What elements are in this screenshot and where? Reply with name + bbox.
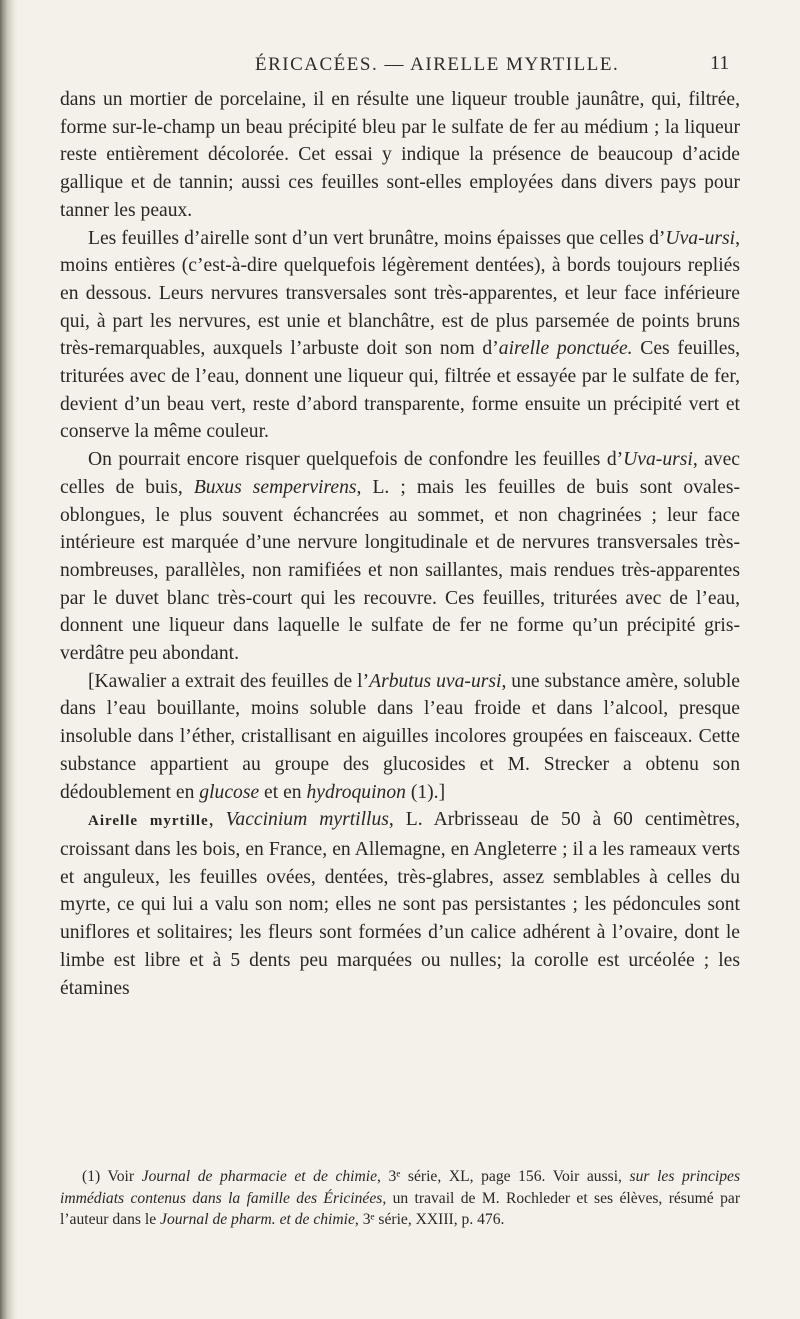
page-number: 11 [710,52,730,74]
footnote: (1) Voir Journal de pharmacie et de chimie, 3ᵉ série, XL, page 156. Voir aussi, sur les principes immédiats contenus dans la famille des Éricinées, un travail de M. Rochleder et ses élèves, résumé par l’auteur dans le Journal de pharm. et de chimie, 3ᵉ série, XXIII, p. 476. [60,1168,741,1228]
paragraph-tannin-test: dans un mortier de porcelaine, il en résulte une liqueur trouble jaunâtre, qui, filtrée, forme sur-le-champ un beau précipité bleu par le sulfate de fer au médium ; la liqueur reste entièrement décolorée. Cet essai y indique la présence de beaucoup d’acide gallique et de tannin; aussi ces feuilles sont-elles employées dans divers pays pour tanner les peaux. [60,89,740,221]
book-binding-shadow [0,0,18,1319]
paragraph-airelle-myrtille: Airelle myrtille, Vaccinium myrtillus, L. Arbrisseau de 50 à 60 centimètres, croissant dans les bois, en France, en Allemagne, en Angleterre ; il a les rameaux verts et anguleux, les feuilles ovées, dentées, très-glabres, assez semblables à celles du myrte, ce qui lui a valu son nom; elles ne sont pas persistantes ; les pédoncules sont uniflores et solitaires; les fleurs sont formées d’un calice adhérent à l’ovaire, dont le limbe est libre et à 5 dents peu marquées ou nulles; la corolle est urcéolée ; les étamines [60,809,741,999]
paragraph-buxus-comparison: On pourrait encore risquer quelquefois de confondre les feuilles d’Uva-ursi, avec celles de buis, Buxus sempervirens, L. ; mais les feuilles de buis sont ovales-oblongues, le plus souvent échancrées au sommet, et non chagrinées ; leur face intérieure est marquée d’une nervure longitudinale et de nervures transversales très-nombreuses, parallèles, non ramifiées et non saillantes, mais rendues très-apparentes par le duvet blanc très-court qui les recouvre. Ces feuilles, triturées avec de l’eau, donnent une liqueur dans laquelle le sulfate de fer ne forme qu’un précipité gris-verdâtre peu abondant. [60,449,741,665]
entry-heading: Airelle myrtille [88,813,209,830]
body-text [60,86,740,1002]
paragraph-airelle-leaves: Les feuilles d’airelle sont d’un vert brunâtre, moins épaisses que celles d’Uva-ursi, moins entières (c’est-à-dire quelquefois légèrement dentées), à bords toujours repliés en dessous. Leurs nervures transversales sont très-apparentes, et leur face inférieure qui, à part les nervures, est unie et blanchâtre, est de plus parsemée de points bruns très-remarquables, auxquels l’arbuste doit son nom d’airelle ponctuée. Ces feuilles, triturées avec de l’eau, donnent une liqueur qui, filtrée et essayée par le sulfate de fer, devient d’un beau vert, reste d’abord transparente, forme ensuite un précipité vert et conserve la même couleur. [60,227,740,443]
running-head: ÉRICACÉES. — AIRELLE MYRTILLE. [255,54,620,75]
paragraph-kawalier: [Kawalier a extrait des feuilles de l’Arbutus uva-ursi, une substance amère, soluble dans l’eau bouillante, moins soluble dans l’eau froide et dans l’alcool, presque insoluble dans l’éther, cristallisant en aiguilles incolores groupées en faisceaux. Cette substance appartient au groupe des glucosides et M. Strecker a obtenu son dédoublement en glucose et en hydroquinon (1).] [60,670,741,803]
